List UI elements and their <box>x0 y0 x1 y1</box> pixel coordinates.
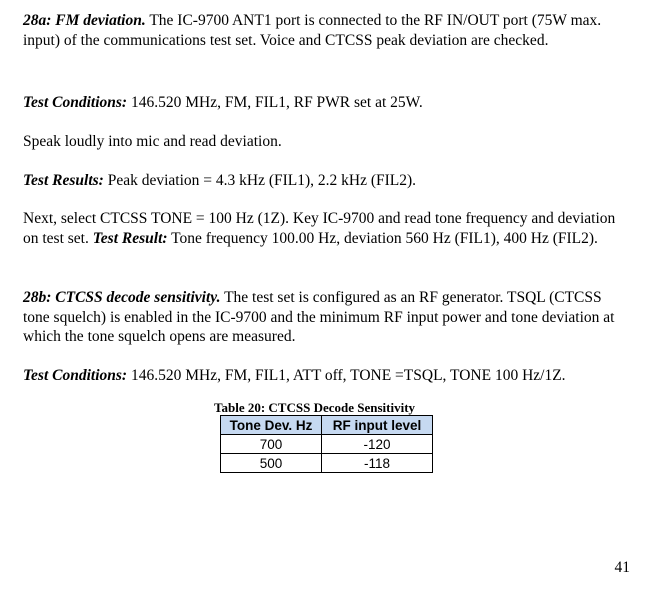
section-28b-paragraph <box>23 288 621 347</box>
table-cell-tone-dev: 500 <box>221 454 322 473</box>
ctcss-tone-text: Next, select CTCSS TONE = 100 Hz (1Z). Key IC-9700 and read tone frequency and deviation on test set. <box>23 210 616 247</box>
test-result-text: Tone frequency 100.00 Hz, deviation 560 Hz (FIL1), 400 Hz (FIL2). <box>167 229 598 247</box>
section-28b-text: The test set is configured as an RF generator. TSQL (CTCSS tone squelch) is enabled in the IC-9700 and the minimum RF input power and tone deviation at which the tone squelch opens are measured. <box>23 289 615 345</box>
test-conditions-label: Test Conditions: <box>23 367 128 384</box>
column-header-tone-dev: Tone Dev. Hz <box>221 416 322 435</box>
table-row <box>221 435 433 454</box>
table-cell-rf-input: -120 <box>322 435 433 454</box>
column-header-rf-input: RF input level <box>322 416 433 435</box>
test-results-text: Peak deviation = 4.3 kHz (FIL1), 2.2 kHz (FIL2). <box>103 172 417 189</box>
test-conditions-text: 146.520 MHz, FM, FIL1, RF PWR set at 25W. <box>127 94 423 111</box>
section-28a-text: The IC-9700 ANT1 port is connected to the RF IN/OUT port (75W max. input) of the communications test set. Voice and CTCSS peak deviation are checked. <box>23 12 602 49</box>
section-28a-paragraph <box>23 11 621 50</box>
instruction-paragraph <box>23 132 621 152</box>
test-conditions-28b <box>23 366 621 386</box>
ctcss-tone-paragraph <box>23 209 621 248</box>
table-cell-rf-input: -118 <box>322 454 433 473</box>
section-28a-heading: 28a: FM deviation. <box>23 12 146 29</box>
test-results-label: Test Results: <box>23 172 104 189</box>
test-result-label: Test Result: <box>92 229 168 247</box>
test-conditions-text: 146.520 MHz, FM, FIL1, ATT off, TONE =TSQL, TONE 100 Hz/1Z. <box>127 367 566 384</box>
test-results-paragraph <box>23 171 621 191</box>
table-row <box>221 454 433 473</box>
page-number: 41 <box>614 559 630 576</box>
instruction-text: Speak loudly into mic and read deviation. <box>23 133 282 150</box>
table-caption: Table 20: CTCSS Decode Sensitivity <box>214 400 416 415</box>
section-28b-heading: 28b: CTCSS decode sensitivity. <box>23 289 221 306</box>
test-conditions-label: Test Conditions: <box>23 94 128 111</box>
table-header-row <box>221 416 433 435</box>
table-cell-tone-dev: 700 <box>221 435 322 454</box>
test-conditions-28a <box>23 93 621 113</box>
ctcss-sensitivity-table <box>220 415 433 473</box>
